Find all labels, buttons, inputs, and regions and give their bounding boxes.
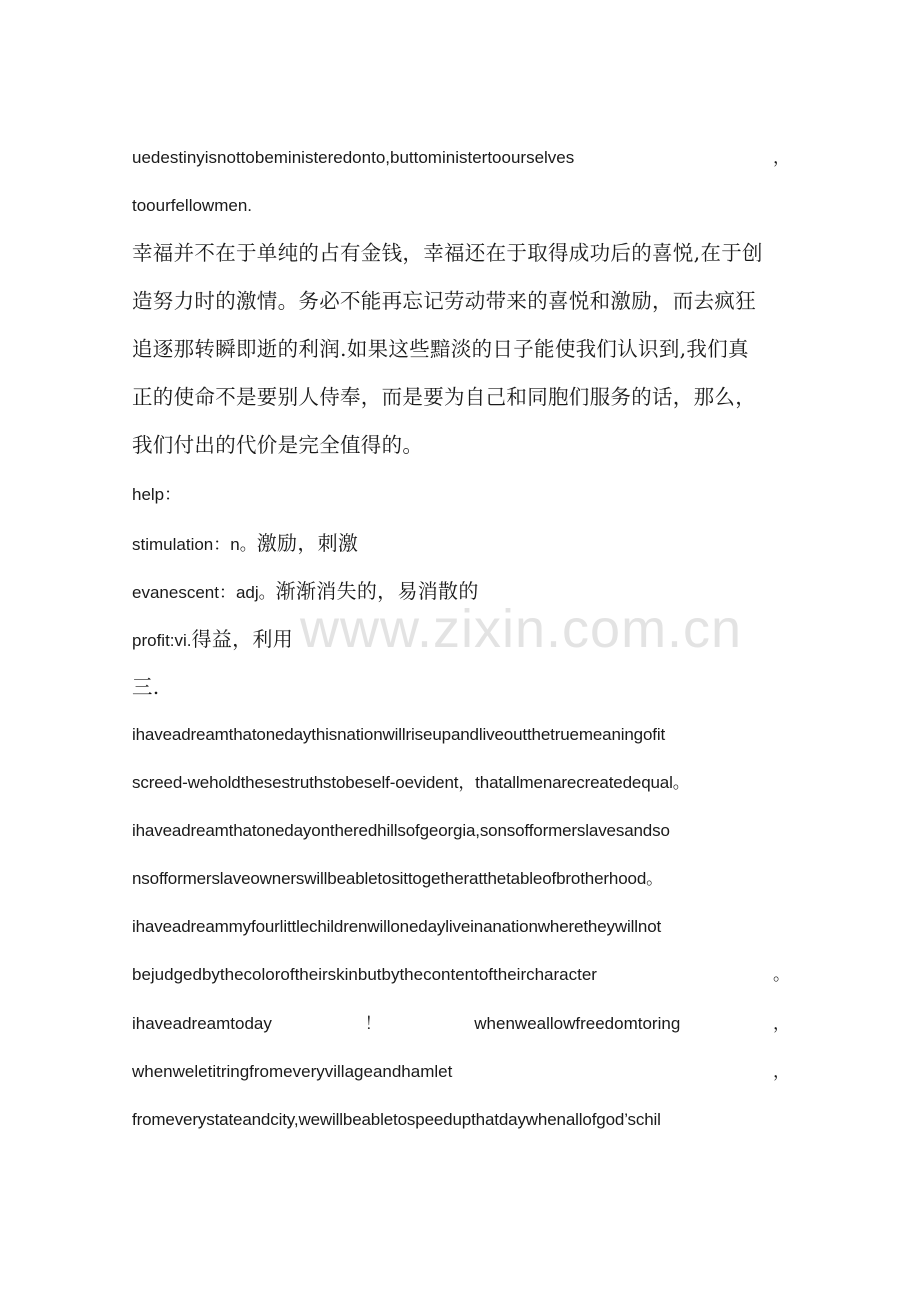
speech-line-2: screed-weholdthesestruthstobeself-oevident，thatallmenarecreatedequal。	[132, 773, 690, 792]
watermark: www.zixin.com.cn	[300, 599, 743, 659]
speech-line-8	[132, 1060, 790, 1084]
vocab-item-stimulation	[132, 529, 790, 557]
chinese-paragraph-line-4: 正的使命不是要别人侍奉，而是要为自己和同胞们服务的话，那么，	[132, 385, 756, 409]
speech-line-7	[132, 1012, 790, 1036]
speech-line-7-exclamation: ！	[364, 1014, 382, 1033]
speech-line-9: fromeverystateandcity,wewillbeabletospeedupthatdaywhenallofgod’schil	[132, 1110, 661, 1129]
speech-line-6	[132, 963, 790, 987]
vocab-term: evanescent：adj。	[132, 583, 276, 602]
vocab-definition: 激励，刺激	[256, 531, 359, 555]
chinese-paragraph-line-3: 追逐那转瞬即逝的利润.如果这些黯淡的日子能使我们认识到,我们真	[132, 337, 749, 361]
speech-line-6-main: bejudgedbythecoloroftheirskinbutbythecontentoftheircharacter	[132, 965, 597, 984]
speech-line-6-period: 。	[773, 965, 790, 984]
speech-line-1: ihaveadreamthatonedaythisnationwillriseupandliveoutthetruemeaningofit	[132, 725, 666, 744]
vocab-item-profit	[132, 625, 790, 653]
speech-line-7-part-1: ihaveadreamtoday	[132, 1014, 272, 1033]
chinese-paragraph-line-5: 我们付出的代价是完全值得的。	[132, 433, 424, 457]
vocab-item-evanescent	[132, 577, 790, 605]
text-line-1-comma: ，	[773, 148, 790, 167]
text-line-1-main: uedestinyisnottobeministeredonto,buttoministertoourselves	[132, 148, 575, 167]
speech-line-8-comma: ，	[773, 1062, 790, 1081]
text-line-1	[132, 146, 790, 170]
section-three-heading: 三.	[132, 675, 160, 699]
text-line-2: toourfellowmen.	[132, 196, 253, 215]
speech-line-7-comma: ，	[773, 1014, 790, 1033]
vocab-definition: 渐渐消失的，易消散的	[275, 579, 479, 603]
help-heading: help：	[132, 485, 182, 504]
speech-line-5: ihaveadreammyfourlittlechildrenwillonedayliveinanationwheretheywillnot	[132, 917, 662, 936]
vocab-term: stimulation：n。	[132, 535, 257, 554]
speech-line-8-main: whenweletitringfromeveryvillageandhamlet	[132, 1062, 453, 1081]
speech-line-7-part-2: whenweallowfreedomtoring	[474, 1014, 681, 1033]
vocab-definition: 得益，利用	[191, 627, 294, 651]
chinese-paragraph-line-1: 幸福并不在于单纯的占有金钱，幸福还在于取得成功后的喜悦,在于创	[132, 241, 763, 265]
chinese-paragraph-line-2: 造努力时的激情。务必不能再忘记劳动带来的喜悦和激励，而去疯狂	[132, 289, 756, 313]
speech-line-4: nsofformerslaveownerswillbeabletosittogetheratthetableofbrotherhood。	[132, 869, 663, 888]
speech-line-3: ihaveadreamthatonedayontheredhillsofgeorgia,sonsofformerslavesandso	[132, 821, 670, 840]
vocab-term: profit:vi.	[132, 631, 192, 650]
